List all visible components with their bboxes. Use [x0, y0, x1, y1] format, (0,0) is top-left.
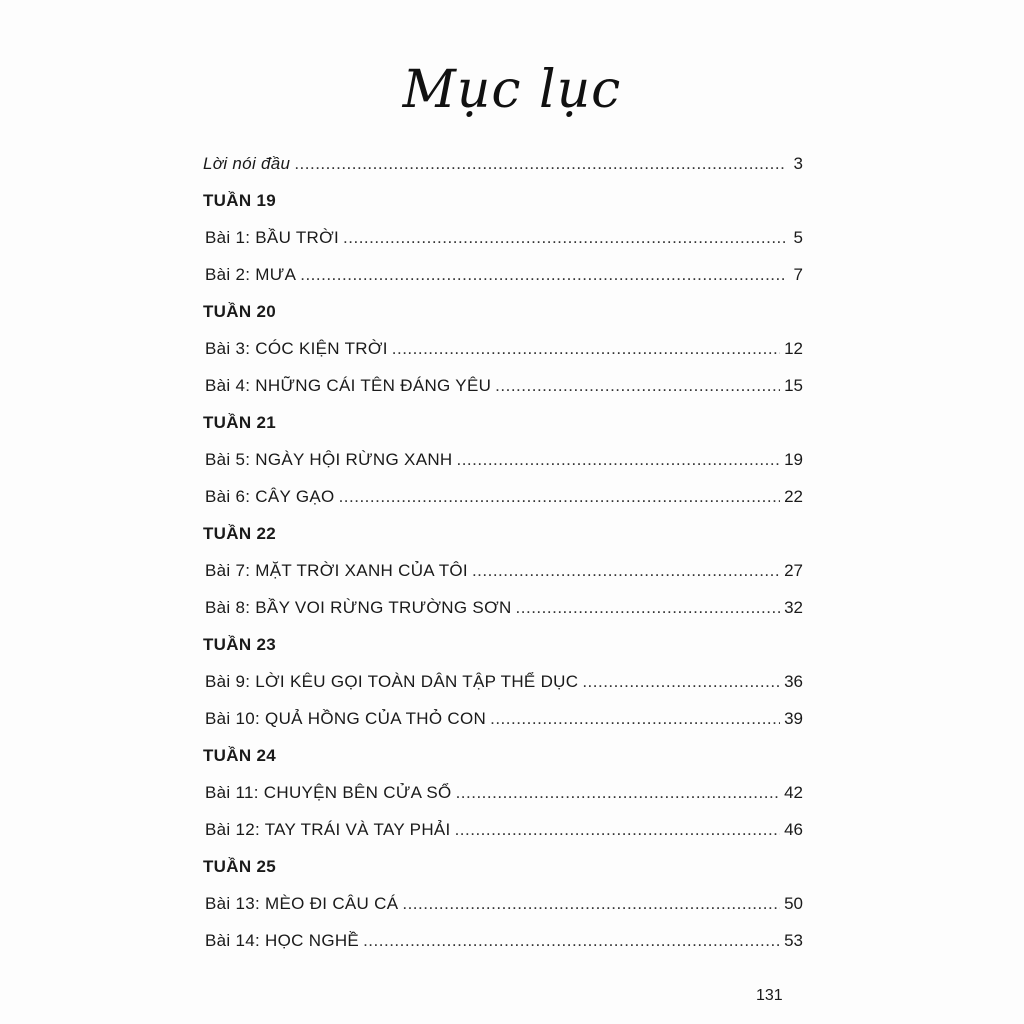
toc-page-number: 5 [793, 228, 803, 247]
toc-row-lesson [203, 774, 803, 811]
week-heading: TUẦN 22 [203, 524, 276, 543]
dot-leader [490, 700, 780, 737]
toc-row-lesson [203, 811, 803, 848]
toc-row-lesson [203, 885, 803, 922]
toc-row-lesson [203, 922, 803, 959]
toc-entry-label: Bài 12: TAY TRÁI VÀ TAY PHẢI [205, 820, 451, 839]
toc-entry-label: Bài 6: CÂY GẠO [205, 487, 335, 506]
toc-row-lesson [203, 256, 803, 293]
toc-page-number: 12 [784, 339, 803, 358]
dot-leader [455, 811, 781, 848]
dot-leader [294, 145, 785, 182]
dot-leader [495, 367, 780, 404]
week-heading: TUẦN 25 [203, 857, 276, 876]
toc-page-number: 39 [784, 709, 803, 728]
toc-page-number: 22 [784, 487, 803, 506]
toc-entry-label: Lời nói đầu [203, 154, 291, 173]
toc-page-number: 7 [793, 265, 803, 284]
toc-entry-label: Bài 9: LỜI KÊU GỌI TOÀN DÂN TẬP THỂ DỤC [205, 672, 579, 691]
toc-page-number: 36 [784, 672, 803, 691]
toc-page-number: 15 [784, 376, 803, 395]
toc-entry-label: Bài 8: BẦY VOI RỪNG TRƯỜNG SƠN [205, 598, 512, 617]
dot-leader [456, 441, 780, 478]
table-of-contents [203, 145, 803, 959]
week-heading: TUẦN 24 [203, 746, 276, 765]
toc-entry-label: Bài 11: CHUYỆN BÊN CỬA SỔ [205, 783, 452, 802]
toc-row-lesson [203, 367, 803, 404]
toc-row-lesson [203, 441, 803, 478]
dot-leader [339, 478, 781, 515]
toc-page-number: 3 [793, 154, 803, 173]
toc-page-number: 42 [784, 783, 803, 802]
dot-leader [456, 774, 781, 811]
week-heading: TUẦN 23 [203, 635, 276, 654]
toc-row-preface [203, 145, 803, 182]
dot-leader [363, 922, 780, 959]
week-list [203, 182, 803, 959]
dot-leader [516, 589, 781, 626]
toc-entry-label: Bài 1: BẦU TRỜI [205, 228, 340, 247]
toc-row-lesson [203, 589, 803, 626]
week-heading: TUẦN 19 [203, 191, 276, 210]
toc-entry-label: Bài 3: CÓC KIỆN TRỜI [205, 339, 388, 358]
toc-entry-label: Bài 7: MẶT TRỜI XANH CỦA TÔI [205, 561, 468, 580]
toc-row-lesson [203, 663, 803, 700]
toc-row-lesson [203, 700, 803, 737]
dot-leader [392, 330, 780, 367]
toc-page-number: 32 [784, 598, 803, 617]
week-heading: TUẦN 21 [203, 413, 276, 432]
page-title: Mục lục [402, 60, 622, 120]
toc-entry-label: Bài 5: NGÀY HỘI RỪNG XANH [205, 450, 453, 469]
dot-leader [300, 256, 785, 293]
dot-leader [402, 885, 780, 922]
toc-row-lesson [203, 552, 803, 589]
toc-entry-label: Bài 4: NHỮNG CÁI TÊN ĐÁNG YÊU [205, 376, 492, 395]
page-number: 131 [756, 987, 783, 1004]
toc-entry-label: Bài 10: QUẢ HỒNG CỦA THỎ CON [205, 709, 487, 728]
dot-leader [582, 663, 780, 700]
toc-row-lesson [203, 478, 803, 515]
toc-page-number: 50 [784, 894, 803, 913]
toc-page-number: 46 [784, 820, 803, 839]
toc-row-lesson [203, 330, 803, 367]
week-heading: TUẦN 20 [203, 302, 276, 321]
dot-leader [472, 552, 780, 589]
toc-page-number: 27 [784, 561, 803, 580]
dot-leader [343, 219, 785, 256]
toc-row-lesson [203, 219, 803, 256]
toc-page-number: 19 [784, 450, 803, 469]
toc-page-number: 53 [784, 931, 803, 950]
toc-entry-label: Bài 2: MƯA [205, 265, 297, 284]
toc-entry-label: Bài 14: HỌC NGHỀ [205, 931, 360, 950]
toc-entry-label: Bài 13: MÈO ĐI CÂU CÁ [205, 894, 399, 913]
